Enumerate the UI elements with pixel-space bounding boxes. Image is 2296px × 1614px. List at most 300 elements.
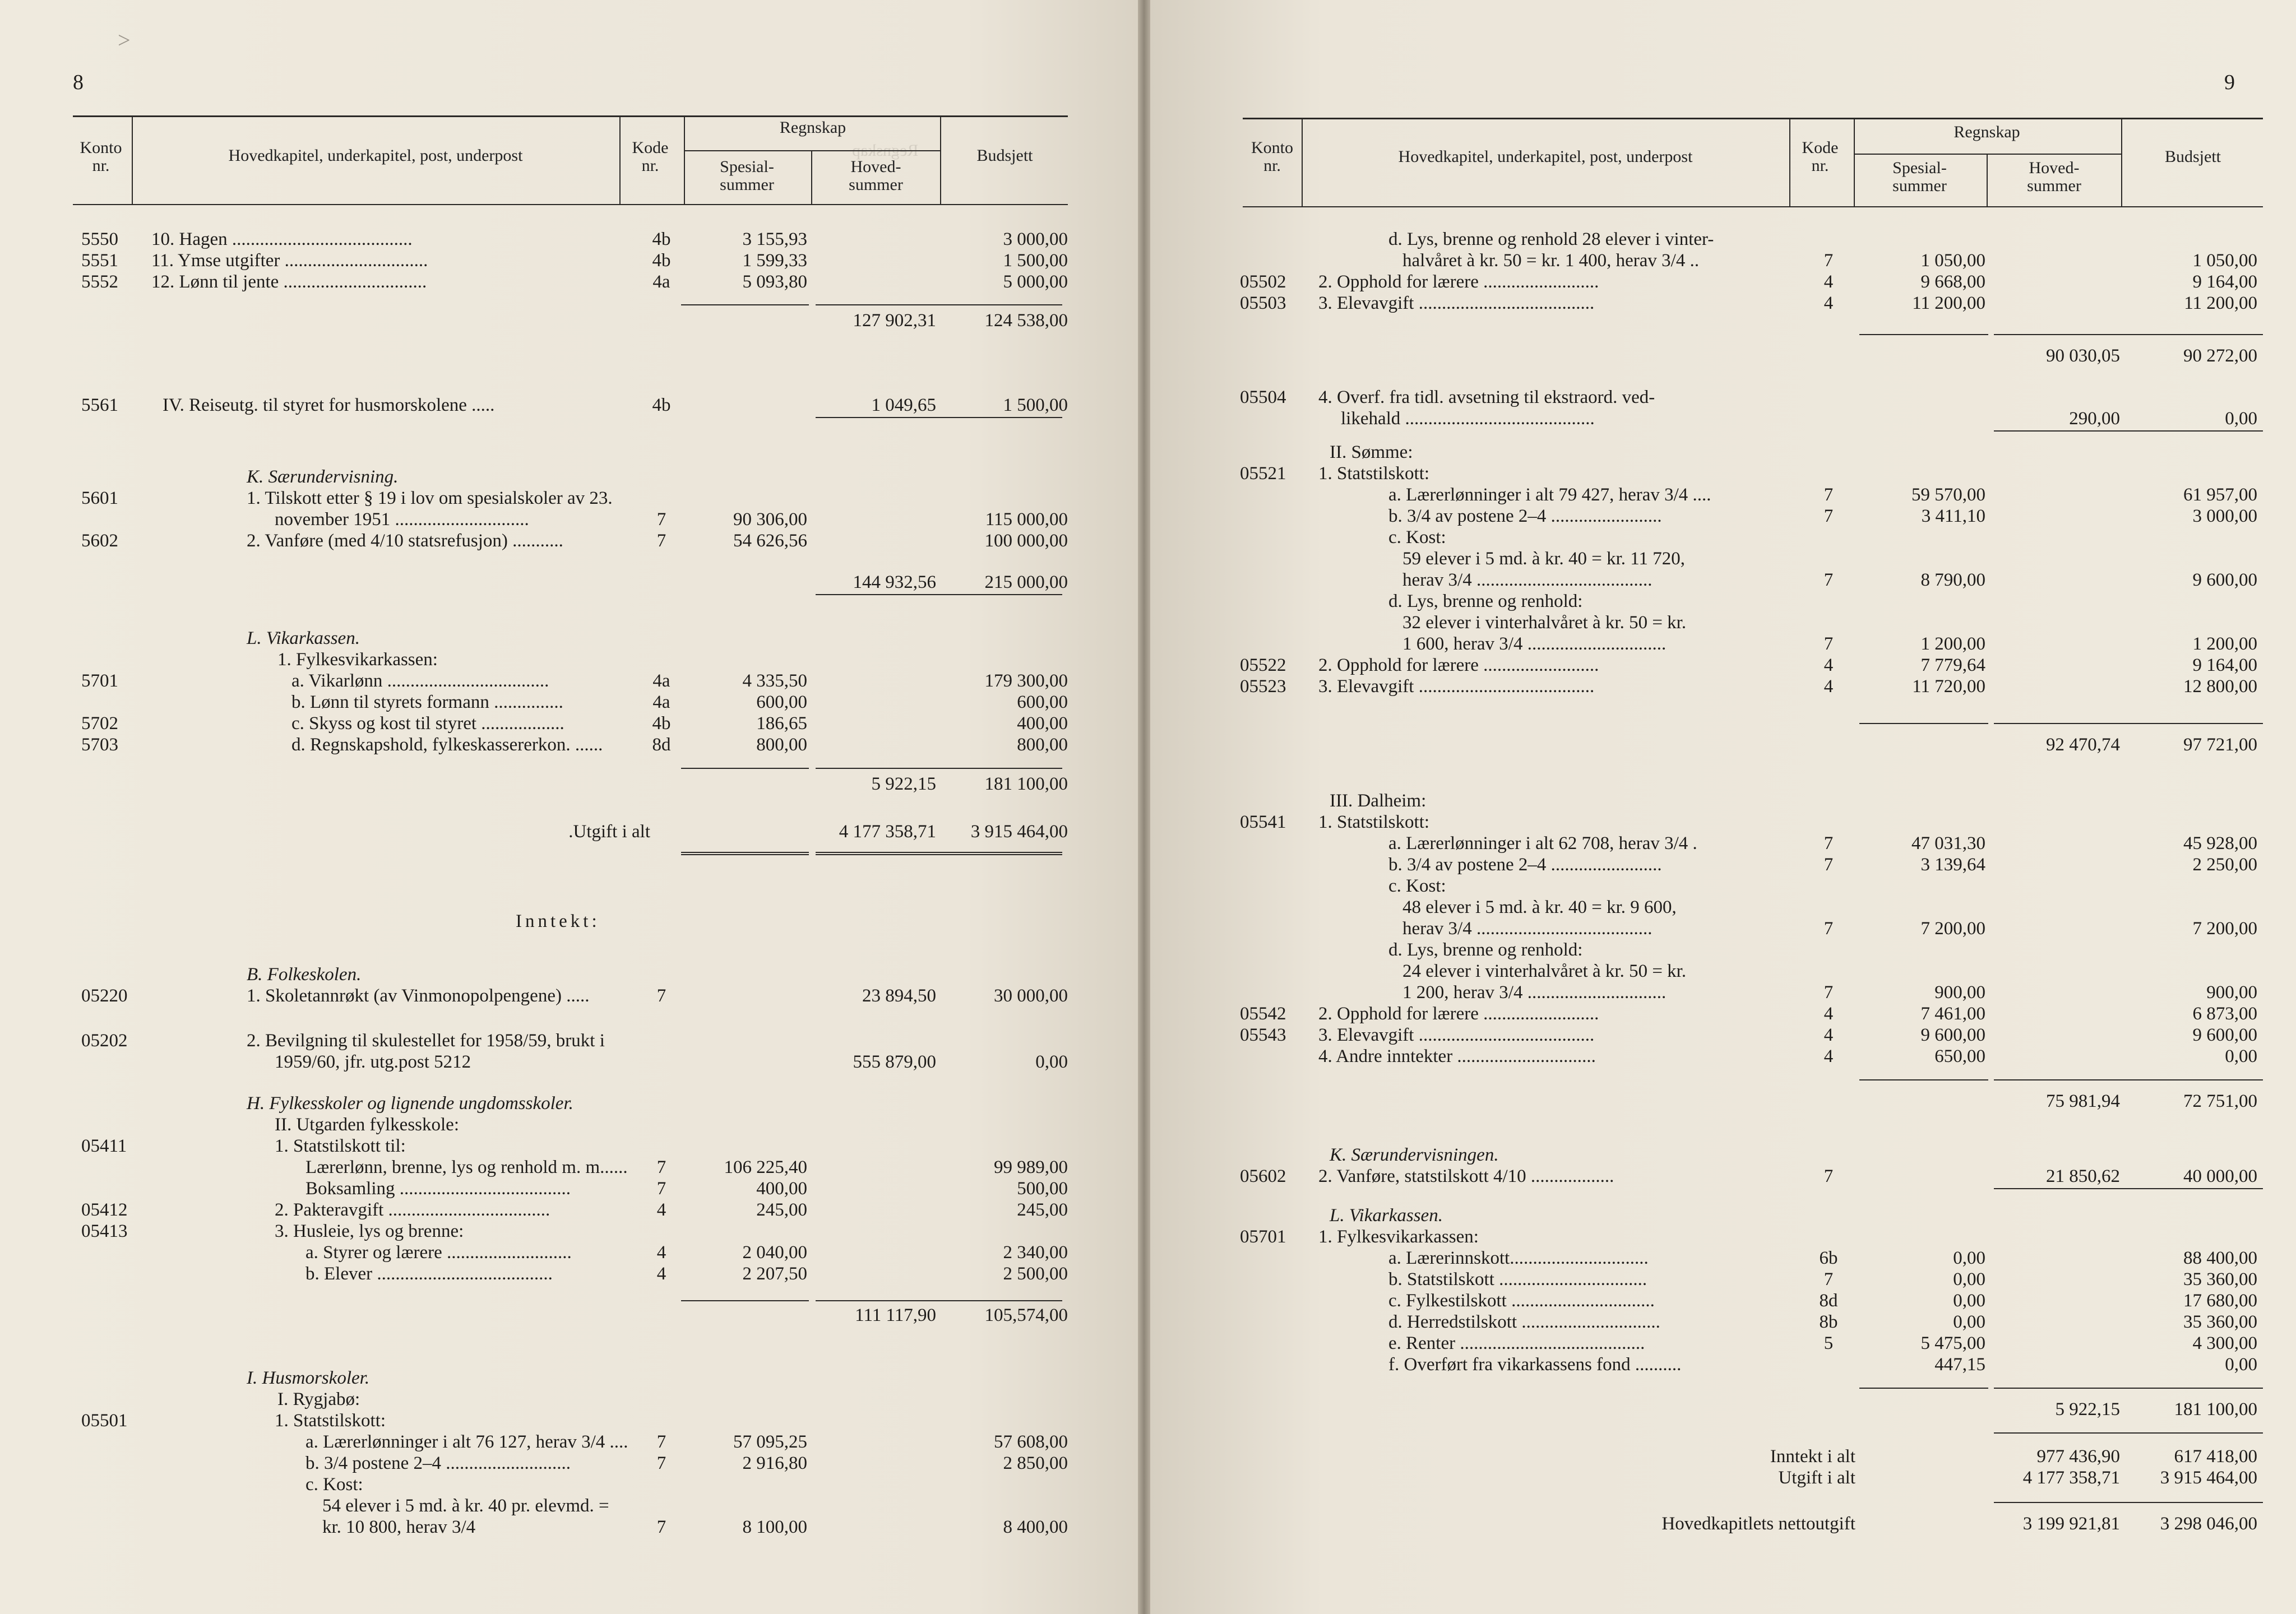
- spesial-summer-value: 5 475,00: [1920, 1333, 1985, 1353]
- col-spesial: [1854, 159, 1985, 195]
- row-description: 3. Elevavgift ......................................: [1318, 293, 1595, 313]
- row-description: herav 3/4 ......................................: [1402, 570, 1652, 590]
- budsjett-value: 2 250,00: [2192, 855, 2257, 875]
- budsjett-value: 245,00: [1017, 1200, 1068, 1220]
- budsjett-value: 1 500,00: [1003, 395, 1068, 415]
- show-through-text: Regnskap: [852, 141, 919, 160]
- sum-rule: [1994, 1432, 2263, 1434]
- kode-number: 4: [656, 1242, 666, 1263]
- col-konto: [73, 139, 129, 175]
- konto-number: 5701: [81, 671, 118, 691]
- ledger-row: [1150, 1269, 2296, 1290]
- right-page-number: 9: [2224, 71, 2235, 94]
- spesial-summer-value: 4 335,50: [742, 671, 807, 691]
- spesial-summer-value: 54 626,56: [733, 531, 807, 551]
- sum-rule: [1859, 1079, 1988, 1080]
- row-description: a. Vikarlønn ...................................: [291, 671, 549, 691]
- sum-rule: [681, 852, 809, 855]
- konto-number: 05220: [81, 986, 128, 1006]
- spesial-summer-value: 2 207,50: [742, 1264, 807, 1284]
- row-description: b. Elever ......................................: [305, 1264, 553, 1284]
- row-description: 59 elever i 5 md. à kr. 40 = kr. 11 720,: [1402, 549, 1686, 569]
- row-description: b. 3/4 postene 2–4 ...........................: [305, 1453, 571, 1473]
- ledger-row: [0, 1367, 1138, 1389]
- row-description: 1959/60, jfr. utg.post 5212: [275, 1052, 471, 1072]
- ledger-row: [1150, 1091, 2296, 1112]
- spesial-summer-value: 7 461,00: [1920, 1004, 1985, 1024]
- ledger-row: [1150, 591, 2296, 612]
- spesial-summer-value: 5 093,80: [742, 272, 807, 292]
- ledger-row: [0, 229, 1138, 250]
- col-regnskap: Regnskap: [1954, 123, 2020, 141]
- row-description: d. Regnskapshold, fylkeskassererkon. ......: [291, 735, 603, 755]
- ledger-row: [1150, 1205, 2296, 1226]
- sum-rule: [1994, 1188, 2263, 1189]
- ledger-row: [1150, 1003, 2296, 1024]
- ledger-row: [1150, 442, 2296, 463]
- konto-label: Konto: [1251, 138, 1293, 157]
- row-description: 54 elever i 5 md. à kr. 40 pr. elevmd. =: [322, 1496, 609, 1516]
- spesial-summer-value: 9 600,00: [1920, 1025, 1985, 1045]
- budsjett-value: 6 873,00: [2192, 1004, 2257, 1024]
- hoved-summer-label: summer: [849, 175, 903, 194]
- kode-number: 4: [656, 1200, 666, 1220]
- konto-label: Konto: [80, 138, 122, 157]
- kode-nr-label: nr.: [1811, 156, 1829, 175]
- ledger-row: [1150, 1513, 2296, 1534]
- kode-number: 7: [1823, 919, 1834, 939]
- col-kode: [619, 139, 681, 175]
- row-description: d. Lys, brenne og renhold:: [1388, 591, 1583, 611]
- ledger-row: [1150, 1311, 2296, 1333]
- spesial-summer-value: 106 225,40: [724, 1157, 807, 1177]
- budsjett-value: 7 200,00: [2192, 919, 2257, 939]
- kode-number: 8d: [1819, 1291, 1838, 1311]
- spesial-label: Spesial-: [720, 157, 774, 176]
- kode-number: 5: [1823, 1333, 1834, 1353]
- ledger-row: [1150, 484, 2296, 505]
- konto-number: 5551: [81, 251, 118, 271]
- row-description: Utgift i alt: [1778, 1468, 1855, 1488]
- kode-number: 7: [1823, 634, 1834, 654]
- hoved-summer-value: 75 981,94: [2046, 1091, 2120, 1111]
- header-top-rule: [1243, 118, 2263, 119]
- budsjett-value: 17 680,00: [2183, 1291, 2257, 1311]
- ledger-row: [0, 1516, 1138, 1538]
- sum-rule: [1859, 334, 1988, 335]
- sum-rule: [816, 1300, 1062, 1301]
- ledger-row: [1150, 897, 2296, 918]
- kode-nr-label: nr.: [641, 156, 659, 175]
- ledger-row: [0, 466, 1138, 488]
- kode-number: 7: [1823, 570, 1834, 590]
- row-description: Hovedkapitlets nettoutgift: [1661, 1514, 1855, 1534]
- row-description: 1. Statstilskott til:: [275, 1136, 406, 1156]
- ledger-row: [1150, 548, 2296, 569]
- row-description: 1 600, herav 3/4 ..............................: [1402, 634, 1667, 654]
- ledger-row: [0, 734, 1138, 755]
- sum-rule: [816, 768, 1062, 769]
- sum-rule: [681, 304, 809, 305]
- row-description: d. Lys, brenne og renhold:: [1388, 940, 1583, 960]
- ledger-row: [1150, 345, 2296, 367]
- sum-rule: [1859, 723, 1988, 724]
- row-description: a. Lærerinnskott..............................: [1388, 1248, 1649, 1268]
- ledger-row: [1150, 790, 2296, 811]
- hoved-summer-value: 5 922,15: [871, 774, 936, 794]
- budsjett-value: 1 200,00: [2192, 634, 2257, 654]
- ledger-row: [0, 310, 1138, 331]
- ledger-row: [0, 1410, 1138, 1431]
- budsjett-value: 9 600,00: [2192, 570, 2257, 590]
- row-description: .Utgift i alt: [568, 822, 650, 842]
- spesial-summer-value: 3 155,93: [742, 229, 807, 249]
- spesial-summer-value: 11 720,00: [1912, 676, 1985, 697]
- konto-number: 05523: [1240, 676, 1286, 697]
- budsjett-value: 40 000,00: [2183, 1166, 2257, 1186]
- budsjett-value: 215 000,00: [984, 572, 1068, 592]
- budsjett-value: 3 000,00: [2192, 506, 2257, 526]
- ledger-row: [0, 271, 1138, 293]
- ledger-row: [0, 395, 1138, 416]
- kode-number: 4: [1823, 655, 1834, 675]
- konto-number: 5703: [81, 735, 118, 755]
- ledger-row: [1150, 676, 2296, 697]
- ledger-row: [1150, 1046, 2296, 1067]
- konto-number: 05503: [1240, 293, 1286, 313]
- sum-rule: [816, 304, 1062, 305]
- kode-number: 7: [656, 531, 666, 551]
- sum-rule: [1994, 723, 2263, 724]
- budsjett-value: 1 500,00: [1003, 251, 1068, 271]
- ledger-row: [0, 1178, 1138, 1199]
- spesial-summer-value: 90 306,00: [733, 509, 807, 530]
- ledger-row: [0, 821, 1138, 842]
- budsjett-value: 35 360,00: [2183, 1312, 2257, 1332]
- ledger-row: [1150, 387, 2296, 408]
- kode-number: 4: [1823, 1025, 1834, 1045]
- ledger-row: [0, 628, 1138, 649]
- row-description: 4. Andre inntekter ..............................: [1318, 1046, 1596, 1066]
- row-description: 48 elever i 5 md. à kr. 40 = kr. 9 600,: [1402, 897, 1677, 917]
- ledger-row: [1150, 918, 2296, 939]
- col-hovedsummer: [813, 158, 939, 194]
- budsjett-value: 57 608,00: [994, 1432, 1068, 1452]
- budsjett-value: 2 340,00: [1003, 1242, 1068, 1263]
- kode-number: 4a: [652, 671, 670, 691]
- budsjett-value: 181 100,00: [2174, 1399, 2257, 1420]
- row-description: 2. Vanføre (med 4/10 statsrefusjon) ...........: [247, 531, 563, 551]
- kode-number: 7: [656, 1179, 666, 1199]
- budsjett-value: 0,00: [2225, 409, 2257, 429]
- kode-number: 7: [656, 1432, 666, 1452]
- row-description: c. Kost:: [305, 1474, 363, 1495]
- budsjett-value: 124 538,00: [984, 310, 1068, 331]
- budsjett-value: 3 000,00: [1003, 229, 1068, 249]
- konto-number: 05202: [81, 1031, 128, 1051]
- kode-number: 4: [1823, 1004, 1834, 1024]
- row-description: K. Særundervisningen.: [1330, 1145, 1499, 1165]
- spesial-summer-value: 0,00: [1953, 1248, 1985, 1268]
- ledger-row: [0, 1474, 1138, 1495]
- row-description: 1. Statstilskott:: [1318, 812, 1430, 832]
- budsjett-value: 11 200,00: [2184, 293, 2257, 313]
- sum-rule: [681, 768, 809, 769]
- sum-rule: [816, 852, 1062, 855]
- budsjett-value: 115 000,00: [985, 509, 1068, 530]
- sum-rule: [681, 1300, 809, 1301]
- kode-label: Kode: [1802, 138, 1839, 157]
- kode-number: 4b: [652, 251, 671, 271]
- hoved-summer-value: 92 470,74: [2046, 735, 2120, 755]
- spesial-summer-value: 1 050,00: [1920, 251, 1985, 271]
- budsjett-value: 1 050,00: [2192, 251, 2257, 271]
- header-bottom-rule: [1243, 206, 2263, 207]
- header-divider: [940, 115, 941, 205]
- row-description: III. Dalheim:: [1330, 791, 1427, 811]
- budsjett-value: 3 915 464,00: [2160, 1468, 2257, 1488]
- row-description: 1. Fylkesvikarkassen:: [1318, 1227, 1479, 1247]
- konto-number: 05413: [81, 1221, 128, 1241]
- kode-number: 7: [1823, 833, 1834, 854]
- row-description: L. Vikarkassen.: [1330, 1205, 1443, 1226]
- spesial-summer-value: 2 916,80: [742, 1453, 807, 1473]
- left-page-number: 8: [73, 71, 84, 94]
- konto-number: 05542: [1240, 1004, 1286, 1024]
- ledger-row: [1150, 527, 2296, 548]
- row-description: 4. Overf. fra tidl. avsetning til ekstraord. ved-: [1318, 387, 1655, 407]
- hoved-summer-value: 4 177 358,71: [839, 822, 936, 842]
- ledger-row: [0, 250, 1138, 271]
- row-description: B. Folkeskolen.: [247, 964, 362, 985]
- spesial-summer-value: 8 100,00: [742, 1517, 807, 1537]
- col-konto: [1243, 139, 1302, 175]
- ledger-row: [0, 649, 1138, 670]
- right-page: [1150, 0, 2296, 1614]
- ledger-row: [1150, 1226, 2296, 1247]
- ledger-row: [1150, 811, 2296, 833]
- row-description: L. Vikarkassen.: [247, 628, 360, 648]
- konto-number: 05412: [81, 1200, 128, 1220]
- spesial-summer-value: 600,00: [756, 692, 807, 712]
- kode-number: 6b: [1819, 1248, 1838, 1268]
- budsjett-value: 61 957,00: [2183, 485, 2257, 505]
- hoved-label: Hoved-: [2029, 159, 2080, 177]
- ledger-row: [1150, 655, 2296, 676]
- hoved-summer-value: 21 850,62: [2046, 1166, 2120, 1186]
- budsjett-value: 45 928,00: [2183, 833, 2257, 854]
- row-description: 1. Statstilskott:: [1318, 463, 1430, 484]
- ledger-row: [0, 1221, 1138, 1242]
- budsjett-value: 900,00: [2206, 982, 2257, 1003]
- row-description: II. Sømme:: [1330, 442, 1413, 462]
- spesial-summer-value: 9 668,00: [1920, 272, 1985, 292]
- header-divider: [1789, 118, 1790, 207]
- spesial-summer-value: 0,00: [1953, 1312, 1985, 1332]
- header-divider: [684, 115, 685, 205]
- ledger-row: [0, 509, 1138, 530]
- sum-rule: [1994, 334, 2263, 335]
- ledger-row: [0, 1114, 1138, 1135]
- spesial-summer-value: 650,00: [1934, 1046, 1985, 1066]
- ledger-row: [1150, 833, 2296, 854]
- ledger-row: [0, 1263, 1138, 1284]
- spesial-summer-value: 2 040,00: [742, 1242, 807, 1263]
- spesial-summer-value: 57 095,25: [733, 1432, 807, 1452]
- ledger-row: [0, 530, 1138, 551]
- ledger-row: [0, 1431, 1138, 1453]
- budsjett-value: 9 164,00: [2192, 655, 2257, 675]
- col-hoved: Hovedkapitel, underkapitel, post, underpost: [228, 146, 523, 165]
- konto-number: 5602: [81, 531, 118, 551]
- row-description: 2. Opphold for lærere .........................: [1318, 655, 1599, 675]
- spesial-summer-value: 1 599,33: [742, 251, 807, 271]
- ledger-row: [1150, 1333, 2296, 1354]
- row-description: Inntekt:: [516, 911, 600, 931]
- ledger-row: [1150, 1354, 2296, 1375]
- ledger-row: [0, 1305, 1138, 1326]
- konto-number: 05521: [1240, 463, 1286, 484]
- row-description: november 1951 .............................: [275, 509, 529, 530]
- spesial-summer-label: summer: [720, 175, 774, 194]
- spesial-summer-value: 900,00: [1934, 982, 1985, 1003]
- budsjett-value: 105,574,00: [984, 1305, 1068, 1325]
- row-description: f. Overført fra vikarkassens fond ..........: [1388, 1355, 1682, 1375]
- kode-number: 7: [1823, 1269, 1834, 1290]
- spesial-summer-value: 186,65: [756, 713, 807, 734]
- row-description: a. Lærerlønninger i alt 76 127, herav 3/4 ....: [305, 1432, 628, 1452]
- konto-number: 5601: [81, 488, 118, 508]
- col-regnskap: Regnskap: [779, 118, 846, 137]
- kode-number: 4: [1823, 1046, 1834, 1066]
- ledger-row: [1150, 250, 2296, 271]
- row-description: 2. Opphold for lærere .........................: [1318, 272, 1599, 292]
- budsjett-value: 9 164,00: [2192, 272, 2257, 292]
- kode-number: 7: [656, 986, 666, 1006]
- row-description: herav 3/4 ......................................: [1402, 919, 1652, 939]
- kode-number: 8b: [1819, 1312, 1838, 1332]
- budsjett-value: 35 360,00: [2183, 1269, 2257, 1290]
- sum-rule: [1994, 430, 2263, 432]
- ledger-row: [0, 1495, 1138, 1516]
- ledger-row: [0, 572, 1138, 593]
- budsjett-value: 2 850,00: [1003, 1453, 1068, 1473]
- col-budsjett: Budsjett: [976, 146, 1033, 165]
- kode-number: 4: [1823, 676, 1834, 697]
- spesial-summer-value: 245,00: [756, 1200, 807, 1220]
- hoved-summer-value: 1 049,65: [871, 395, 936, 415]
- ledger-row: [0, 964, 1138, 985]
- row-description: II. Utgarden fylkesskole:: [275, 1115, 459, 1135]
- spesial-summer-value: 47 031,30: [1911, 833, 1985, 854]
- sum-rule: [816, 417, 1062, 418]
- col-spesial: [684, 158, 810, 194]
- book-gutter: [1138, 0, 1150, 1614]
- budsjett-value: 600,00: [1017, 692, 1068, 712]
- spesial-summer-value: 8 790,00: [1920, 570, 1985, 590]
- spesial-summer-value: 7 200,00: [1920, 919, 1985, 939]
- spesial-summer-value: 59 570,00: [1911, 485, 1985, 505]
- ledger-row: [1150, 633, 2296, 655]
- row-description: I. Husmorskoler.: [247, 1368, 370, 1388]
- kode-number: 4b: [652, 713, 671, 734]
- konto-number: 05543: [1240, 1025, 1286, 1045]
- kode-number: 7: [1823, 251, 1834, 271]
- konto-number: 05701: [1240, 1227, 1286, 1247]
- budsjett-value: 2 500,00: [1003, 1264, 1068, 1284]
- konto-number: 5552: [81, 272, 118, 292]
- budsjett-value: 800,00: [1017, 735, 1068, 755]
- spesial-summer-value: 7 779,64: [1920, 655, 1985, 675]
- col-kode: [1789, 139, 1851, 175]
- header-top-rule: [73, 115, 1068, 117]
- spesial-summer-value: 11 200,00: [1912, 293, 1985, 313]
- row-description: 32 elever i vinterhalvåret à kr. 50 = kr.: [1402, 613, 1687, 633]
- row-description: I. Rygjabø:: [277, 1389, 360, 1409]
- header-divider: [1302, 118, 1303, 207]
- row-description: a. Lærerlønninger i alt 79 427, herav 3/4 ....: [1388, 485, 1711, 505]
- row-description: 2. Vanføre, statstilskott 4/10 ..................: [1318, 1166, 1614, 1186]
- col-hovedsummer: [1988, 159, 2120, 195]
- row-description: Lærerlønn, brenne, lys og renhold m. m......: [305, 1157, 628, 1177]
- row-description: c. Kost:: [1388, 876, 1446, 896]
- row-description: c. Fylkestilskott ...............................: [1388, 1291, 1655, 1311]
- budsjett-value: 90 272,00: [2183, 346, 2257, 366]
- budsjett-value: 4 300,00: [2192, 1333, 2257, 1353]
- budsjett-value: 3 298 046,00: [2160, 1514, 2257, 1534]
- kode-number: 7: [1823, 485, 1834, 505]
- spesial-summer-value: 1 200,00: [1920, 634, 1985, 654]
- ledger-row: [1150, 505, 2296, 527]
- konto-number: 05541: [1240, 812, 1286, 832]
- ledger-row: [1150, 229, 2296, 250]
- ledger-row: [0, 1135, 1138, 1157]
- ledger-row: [1150, 408, 2296, 429]
- row-description: IV. Reiseutg. til styret for husmorskolene .....: [163, 395, 495, 415]
- kode-number: 4b: [652, 395, 671, 415]
- budsjett-value: 400,00: [1017, 713, 1068, 734]
- row-description: 10. Hagen .......................................: [151, 229, 413, 249]
- ledger-row: [0, 1157, 1138, 1178]
- kode-number: 4b: [652, 229, 671, 249]
- kode-number: 7: [1823, 982, 1834, 1003]
- kode-number: 7: [656, 1517, 666, 1537]
- row-description: Inntekt i alt: [1770, 1446, 1855, 1467]
- kode-number: 7: [1823, 1166, 1834, 1186]
- ledger-row: [1150, 854, 2296, 875]
- row-description: 2. Opphold for lærere .........................: [1318, 1004, 1599, 1024]
- row-description: b. Statstilskott ................................: [1388, 1269, 1647, 1290]
- spesial-summer-value: 447,15: [1934, 1355, 1985, 1375]
- budsjett-value: 3 915 464,00: [970, 822, 1068, 842]
- header-divider: [2121, 118, 2122, 207]
- ledger-row: [1150, 569, 2296, 591]
- header-rule: [1854, 154, 2121, 155]
- ledger-row: [0, 1389, 1138, 1410]
- budsjett-value: 8 400,00: [1003, 1517, 1068, 1537]
- kode-number: 7: [656, 1453, 666, 1473]
- ledger-row: [1150, 939, 2296, 961]
- budsjett-value: 181 100,00: [984, 774, 1068, 794]
- kode-number: 7: [656, 509, 666, 530]
- ledger-row: [1150, 463, 2296, 484]
- budsjett-value: 100 000,00: [984, 531, 1068, 551]
- konto-number: 05502: [1240, 272, 1286, 292]
- ledger-row: [1150, 1290, 2296, 1311]
- header-divider: [619, 115, 621, 205]
- budsjett-value: 617 418,00: [2174, 1446, 2257, 1467]
- row-description: 3. Elevavgift ......................................: [1318, 1025, 1595, 1045]
